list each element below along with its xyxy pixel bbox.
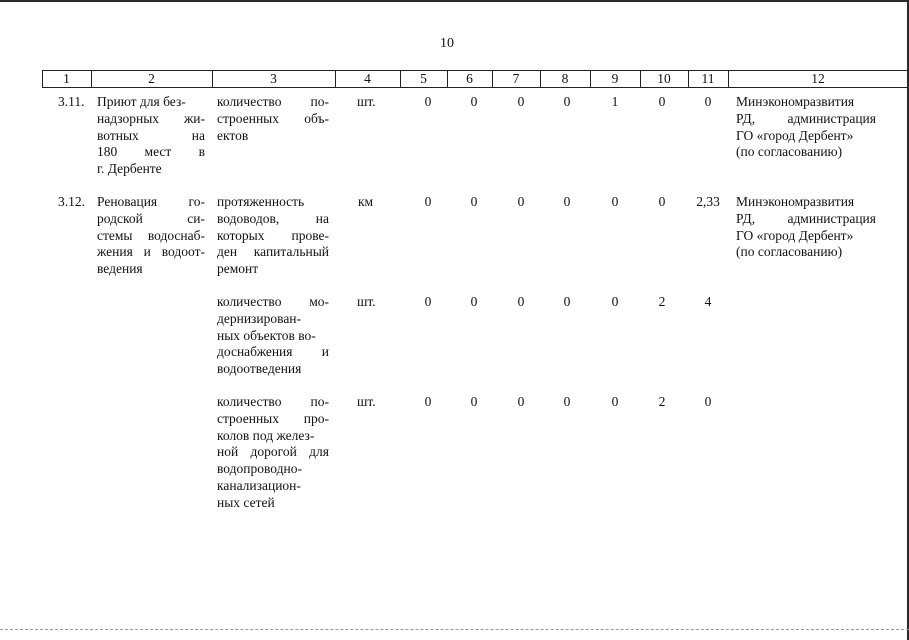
unit: шт.: [357, 394, 376, 409]
text-line: Реновация го-: [97, 194, 205, 209]
value-col-11: 0: [704, 94, 712, 109]
value-col-8: 0: [563, 194, 571, 209]
program-name: [97, 94, 205, 178]
text-line: (по согласованию): [736, 244, 843, 260]
value-col-5: 0: [424, 194, 432, 209]
text-line: ремонт: [217, 261, 259, 277]
text-line: жения и водоот-: [97, 244, 205, 260]
page-frame-top: [0, 0, 909, 2]
unit: шт.: [357, 94, 376, 109]
value-col-11: 4: [704, 294, 712, 309]
text-line: протяженность: [217, 194, 305, 209]
value-col-5: 0: [424, 94, 432, 109]
value-col-9: 0: [611, 194, 619, 209]
row-number: 3.11.: [58, 94, 85, 109]
value-col-6: 0: [470, 394, 478, 409]
text-line: доснабжения и: [217, 344, 329, 360]
header-rule-bottom: [42, 87, 908, 88]
text-line: количество по-: [217, 394, 329, 409]
value-col-10: 0: [658, 194, 666, 209]
value-col-10: 2: [658, 294, 666, 309]
text-line: Приют для без-: [97, 94, 186, 109]
text-line: 180 мест в: [97, 144, 205, 160]
text-line: количество по-: [217, 94, 329, 109]
value-col-5: 0: [424, 394, 432, 409]
value-col-6: 0: [470, 294, 478, 309]
unit: км: [358, 194, 374, 209]
text-line: г. Дербенте: [97, 161, 162, 177]
header-col-9: 9: [611, 71, 619, 86]
text-line: родской си-: [97, 210, 205, 226]
value-col-5: 0: [424, 294, 432, 309]
header-col-1: 1: [63, 71, 70, 86]
text-line: ведения: [97, 261, 143, 277]
header-col-11: 11: [701, 71, 715, 86]
value-col-10: 0: [658, 94, 666, 109]
text-line: вотных на: [97, 127, 205, 143]
header-col-4: 4: [364, 71, 371, 86]
responsible: [736, 94, 876, 161]
program-name: [97, 194, 205, 278]
text-line: (по согласованию): [736, 144, 843, 160]
responsible: [736, 194, 876, 261]
value-col-6: 0: [470, 194, 478, 209]
text-line: ектов: [217, 127, 249, 143]
text-line: дернизирован-: [217, 310, 302, 326]
value-col-11: 0: [704, 394, 712, 409]
value-col-7: 0: [517, 394, 525, 409]
text-line: которых прове-: [217, 227, 329, 243]
value-col-9: 0: [611, 394, 619, 409]
text-line: ГО «город Дербент»: [736, 227, 854, 243]
indicator: [217, 194, 329, 278]
text-line: строенных объ-: [217, 110, 329, 126]
text-line: надзорных жи-: [97, 110, 205, 126]
text-line: РД, администрация: [736, 210, 876, 226]
text-line: ден капитальный: [217, 244, 329, 260]
indicator: [217, 394, 329, 512]
value-col-7: 0: [517, 294, 525, 309]
value-col-8: 0: [563, 294, 571, 309]
text-line: стемы водоснаб-: [97, 227, 205, 243]
text-line: ной дорогой для: [217, 444, 329, 460]
text-line: водоводов, на: [217, 210, 329, 226]
page-frame-bottom: [0, 629, 909, 630]
header-col-2: 2: [148, 71, 155, 86]
text-line: колов под желез-: [217, 427, 315, 443]
text-line: Минэкономразвития: [736, 94, 855, 109]
row-number: 3.12.: [58, 194, 85, 209]
value-col-8: 0: [563, 94, 571, 109]
value-col-6: 0: [470, 94, 478, 109]
page-number: 10: [440, 36, 454, 51]
indicator: [217, 294, 329, 378]
value-col-9: 0: [611, 294, 619, 309]
value-col-9: 1: [611, 94, 619, 109]
value-col-11: 2,33: [696, 194, 720, 209]
value-col-7: 0: [517, 94, 525, 109]
text-line: ГО «город Дербент»: [736, 127, 854, 143]
header-col-6: 6: [466, 71, 473, 86]
text-line: строенных про-: [217, 410, 329, 426]
header-col-12: 12: [811, 71, 825, 86]
text-line: водоотведения: [217, 361, 302, 377]
header-col-10: 10: [657, 71, 671, 86]
text-line: канализацион-: [217, 477, 301, 493]
text-line: Минэкономразвития: [736, 194, 855, 209]
text-line: количество мо-: [217, 294, 329, 309]
text-line: водопроводно-: [217, 461, 302, 477]
unit: шт.: [357, 294, 376, 309]
text-line: РД, администрация: [736, 110, 876, 126]
indicator: [217, 94, 329, 144]
header-col-8: 8: [561, 71, 569, 86]
header-col-5: 5: [420, 71, 427, 86]
value-col-7: 0: [517, 194, 525, 209]
value-col-10: 2: [658, 394, 666, 409]
text-line: ных сетей: [217, 494, 275, 510]
text-line: ных объектов во-: [217, 327, 316, 343]
header-col-7: 7: [512, 71, 520, 86]
header-col-3: 3: [270, 71, 277, 86]
value-col-8: 0: [563, 394, 571, 409]
